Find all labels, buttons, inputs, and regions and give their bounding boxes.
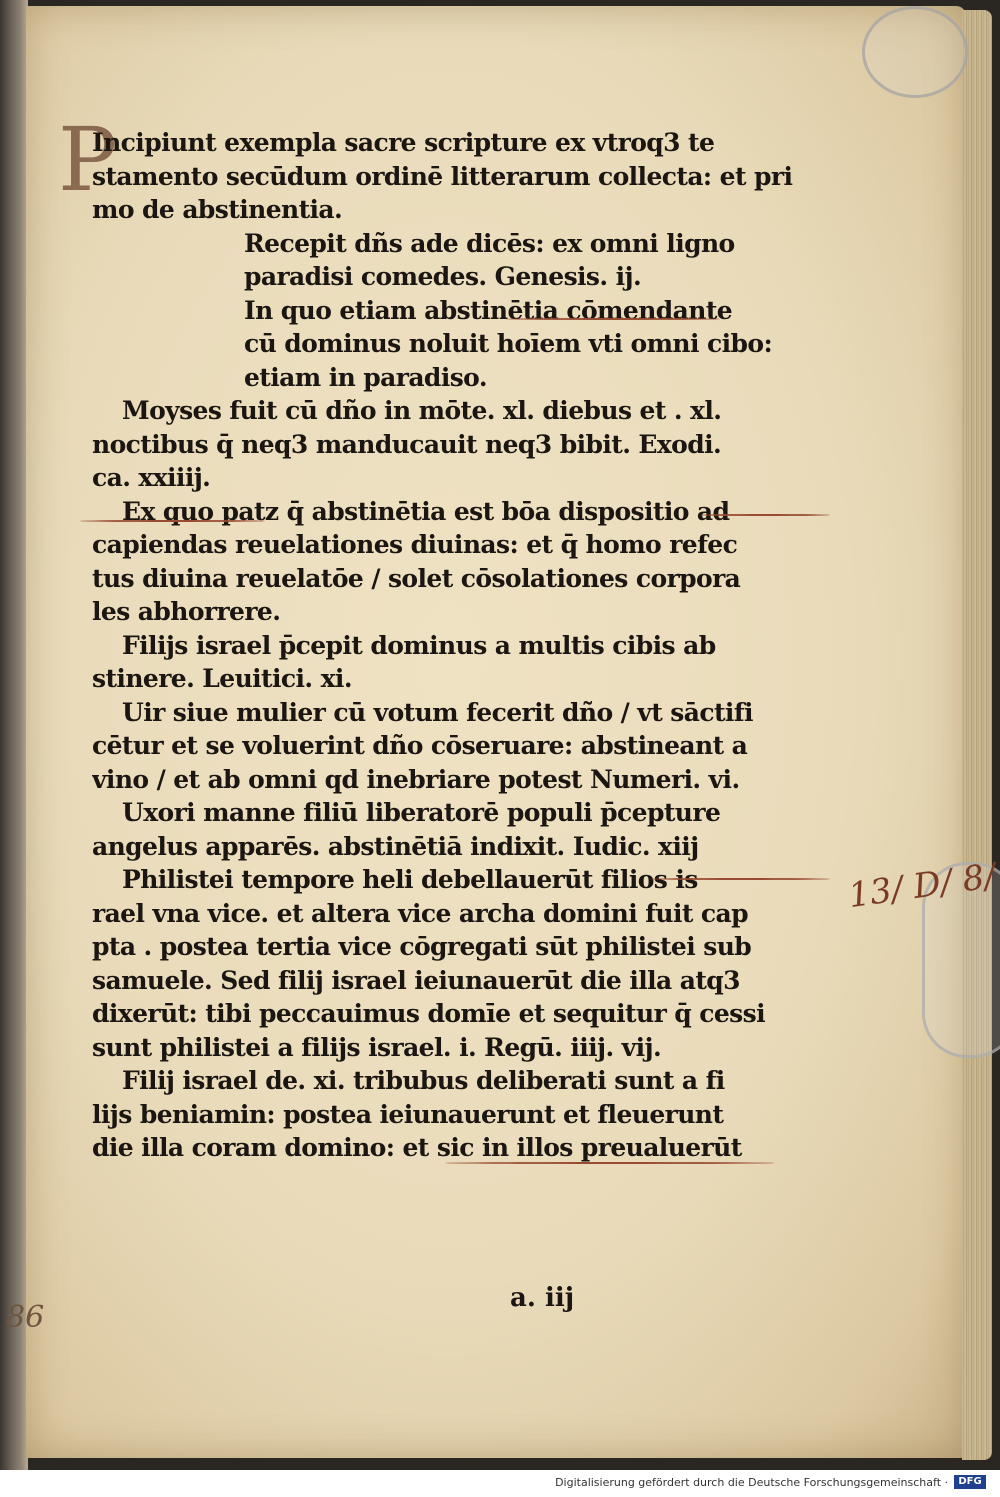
text-line: paradisi comedes. Genesis. ij. (244, 262, 642, 291)
text-line: dixerūt: tibi peccauimus domīe et sequitur q̄ cessi (92, 999, 766, 1028)
text-line: Uxori manne filiū liberatorē populi p̄cepture (122, 798, 721, 827)
book-spine (0, 0, 28, 1470)
text-line: rael vna vice. et altera vice archa domini fuit cap (92, 898, 749, 928)
text-line: Recepit dñs ade dicēs: ex omni ligno (244, 228, 735, 258)
text-line: les abhorrere. (92, 597, 281, 626)
glass-clip-top (862, 6, 968, 98)
text-line: capiendas reuelationes diuinas: et q̄ homo refec (92, 530, 738, 559)
handwritten-underline (505, 318, 720, 320)
handwritten-underline (650, 878, 830, 880)
text-line: samuele. Sed filij israel ieiunauerūt die illa atq3 (92, 965, 740, 995)
page-text (92, 126, 834, 1165)
text-line: Incipiunt exempla sacre scripture ex vtroq3 te (92, 128, 715, 157)
text-line: stamento secūdum ordinē litterarum collecta: et pri (92, 161, 793, 191)
text-line: Uir siue mulier cū votum fecerit dño / vt sāctifi (122, 697, 753, 727)
text-line: Filij israel de. xi. tribubus deliberati sunt a fi (122, 1066, 725, 1095)
text-line: tus diuina reuelatōe / solet cōsolationes corpora (92, 563, 741, 593)
text-line: die illa coram domino: et sic in illos preualuerūt (92, 1133, 742, 1162)
margin-number: 86 (6, 1300, 45, 1335)
text-line: cū dominus noluit hoīem vti omni cibo: (244, 329, 773, 358)
digitization-credit: Digitalisierung gefördert durch die Deutsche Forschungsgemeinschaft · (555, 1476, 948, 1489)
text-line: Moyses fuit cū dño in mōte. xl. diebus et . xl. (122, 396, 722, 425)
text-line: vino / et ab omni qd inebriare potest Numeri. vi. (92, 764, 740, 794)
text-line: Ex quo patz q̄ abstinētia est bōa dispositio ad (122, 496, 730, 526)
handwritten-underline (80, 520, 265, 522)
drop-capital: P (58, 108, 118, 211)
text-line: noctibus q̄ neq3 manducauit neq3 bibit. Exodi. (92, 429, 722, 459)
page-edges (962, 10, 992, 1460)
text-line: etiam in paradiso. (244, 362, 487, 392)
dfg-logo: DFG (954, 1475, 986, 1489)
text-line: Philistei tempore heli debellauerūt filios is (122, 865, 698, 894)
text-line: lijs beniamin: postea ieiunauerunt et fleuerunt (92, 1099, 724, 1129)
text-line: pta . postea tertia vice cōgregati sūt philistei sub (92, 932, 752, 961)
text-line: stinere. Leuitici. xi. (92, 664, 352, 693)
text-line: In quo etiam abstinētia cōmendante (244, 295, 733, 325)
text-line: cētur et se voluerint dño cōseruare: abstineant a (92, 731, 748, 760)
text-line: angelus apparēs. abstinētiā indixit. Iudic. xiij (92, 831, 699, 861)
handwritten-underline (445, 1162, 775, 1164)
text-line: mo de abstinentia. (92, 195, 343, 224)
text-line: Filijs israel p̄cepit dominus a multis cibis ab (122, 630, 716, 660)
text-line: sunt philistei a filijs israel. i. Regū. iiij. vij. (92, 1032, 662, 1062)
text-line: ca. xxiiij. (92, 463, 211, 492)
handwritten-underline (700, 514, 830, 516)
signature-mark: a. iij (510, 1283, 575, 1313)
marginal-annotation: 13/ D/ 8/ (845, 855, 999, 917)
